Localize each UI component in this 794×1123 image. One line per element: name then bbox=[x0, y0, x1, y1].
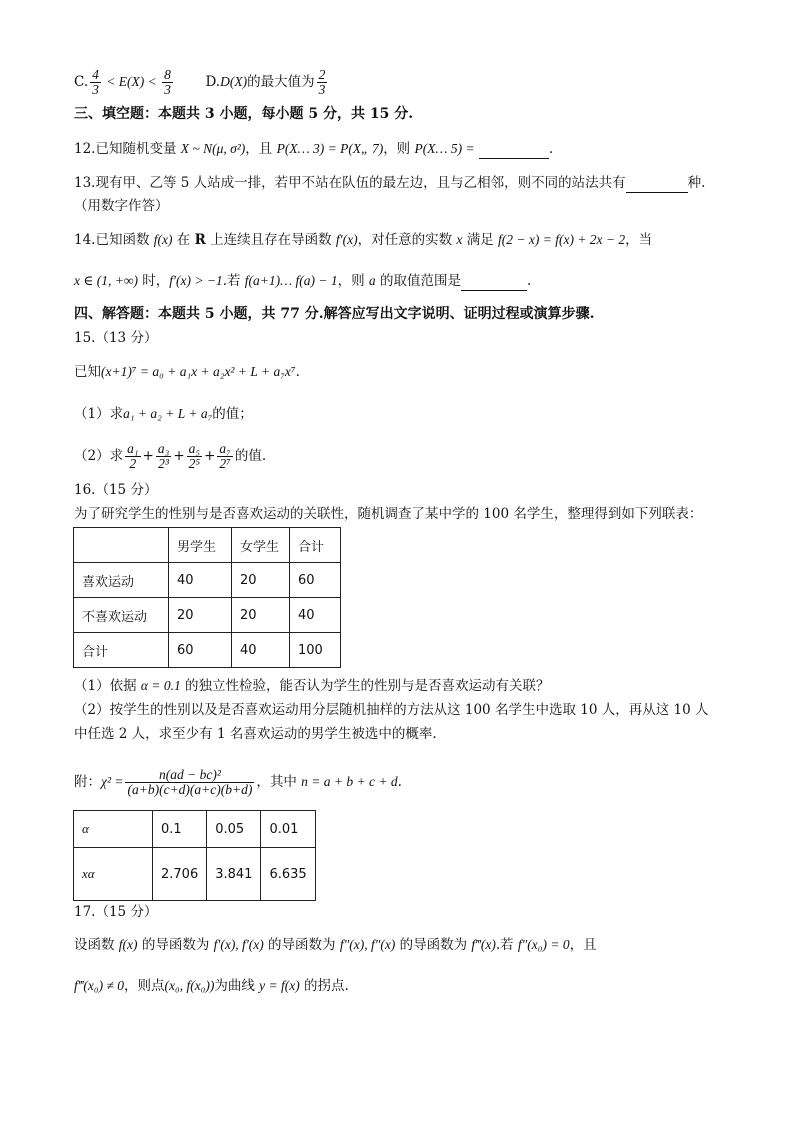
q14-text: ，当 bbox=[625, 232, 653, 248]
option-c-label: C. bbox=[74, 74, 89, 90]
q16-math: α = 0.1 bbox=[140, 678, 181, 693]
formula-text: . bbox=[397, 774, 402, 790]
frac-denominator: 3 bbox=[164, 82, 171, 97]
question-14 bbox=[74, 230, 652, 250]
table-cell: 女学生 bbox=[232, 528, 290, 563]
critical-value-table bbox=[73, 810, 316, 901]
frac-denominator: 2 bbox=[129, 456, 137, 471]
q14-math: f(2 − x) = f(x) + 2x − 2 bbox=[498, 232, 626, 247]
frac-numerator: 4 bbox=[92, 67, 99, 82]
q12-math: X ~ N(μ, σ²) bbox=[180, 141, 246, 156]
q16-part2-cont: 中任选 2 人，求至少有 1 名喜欢运动的男学生被选中的概率. bbox=[74, 726, 437, 742]
frac-numerator: 8 bbox=[164, 67, 171, 82]
q14-math: x bbox=[456, 232, 463, 247]
q17-text: ，且 bbox=[569, 937, 597, 953]
formula-text: 附： bbox=[74, 774, 101, 790]
table-row bbox=[74, 811, 316, 848]
q14-math: f(x) bbox=[153, 232, 173, 247]
table-cell: 0.01 bbox=[261, 811, 315, 848]
q14-text: 时， bbox=[137, 273, 170, 289]
q17-math: f(x) bbox=[118, 937, 138, 952]
q16-heading: 16.（15 分） bbox=[74, 482, 158, 498]
q14-math: f′(x) bbox=[335, 232, 358, 247]
contingency-table bbox=[73, 527, 341, 668]
table-cell: 20 bbox=[232, 563, 290, 598]
q17-math: f″(x₀) = 0 bbox=[517, 937, 570, 952]
table-cell: 3.841 bbox=[207, 848, 261, 901]
frac-numerator: n(ad − bc)² bbox=[125, 768, 254, 783]
plus-sign: + bbox=[204, 448, 216, 464]
q13-text: 种. bbox=[687, 175, 706, 191]
q16-text: 的独立性检验，能否认为学生的性别与是否喜欢运动有关联？ bbox=[180, 678, 550, 694]
q15-text: （2）求 bbox=[74, 448, 124, 464]
frac-numerator: a₃ bbox=[157, 441, 170, 456]
q14-math: a bbox=[368, 273, 376, 288]
frac-numerator: a₇ bbox=[219, 441, 231, 456]
q13-note: （用数字作答） bbox=[74, 198, 169, 214]
q16-part2: （2）按学生的性别以及是否喜欢运动用分层随机抽样的方法从这 100 名学生中选取 10 人，再从这 10 人 bbox=[74, 702, 709, 718]
q15-text: （1）求 bbox=[74, 406, 124, 422]
q15-text: 的值； bbox=[212, 406, 253, 422]
q17-math: (x₀, f(x₀)) bbox=[164, 978, 215, 993]
q14-text: 14.已知函数 bbox=[74, 232, 154, 248]
chi-square-frac bbox=[125, 768, 254, 797]
answer-blank bbox=[461, 270, 527, 291]
table-cell: 6.635 bbox=[261, 848, 315, 901]
option-d-frac bbox=[317, 68, 328, 97]
q14-text: ，则 bbox=[337, 273, 369, 289]
table-cell: 2.706 bbox=[153, 848, 207, 901]
q17-text: .若 bbox=[495, 937, 518, 953]
table-cell: 40 bbox=[290, 598, 341, 633]
table-row bbox=[74, 633, 341, 668]
section3-heading: 三、填空题：本题共 3 小题，每小题 5 分，共 15 分. bbox=[74, 106, 414, 122]
table-cell: 40 bbox=[169, 563, 232, 598]
table-cell: 男学生 bbox=[169, 528, 232, 563]
table-cell bbox=[74, 528, 169, 563]
q13-text: 13.现有甲、乙等 5 人站成一排，若甲不站在队伍的最左边，且与乙相邻，则不同的站法共有 bbox=[74, 175, 626, 191]
table-cell: 20 bbox=[169, 598, 232, 633]
table-row bbox=[74, 563, 341, 598]
q16-text: （1）依据 bbox=[74, 678, 141, 694]
question-13 bbox=[74, 172, 705, 193]
frac-numerator: a₁ bbox=[127, 441, 139, 456]
q16-part1 bbox=[74, 676, 550, 696]
frac-numerator: 2 bbox=[318, 67, 326, 82]
table-cell: 40 bbox=[232, 633, 290, 668]
option-d-text: 的最大值为 bbox=[247, 74, 315, 90]
q14-text: ，对任意的实数 bbox=[357, 232, 457, 248]
table-cell: 60 bbox=[290, 563, 341, 598]
frac-denominator: 2⁵ bbox=[188, 456, 201, 471]
q17-math: f‴(x₀) ≠ 0 bbox=[74, 978, 125, 993]
q12-text: . bbox=[548, 141, 554, 157]
option-c-expr: < E(X) < bbox=[102, 74, 161, 89]
options-line bbox=[74, 64, 329, 100]
question-12 bbox=[74, 138, 553, 159]
table-cell: 0.1 bbox=[153, 811, 207, 848]
q15-heading: 15.（13 分） bbox=[74, 330, 158, 346]
q17-text: ，则点 bbox=[124, 978, 165, 994]
q15-text: 的值. bbox=[234, 448, 267, 464]
q17-text: 为曲线 bbox=[214, 978, 260, 994]
option-d-expr: D(X) bbox=[220, 74, 248, 89]
q17-heading: 17.（15 分） bbox=[74, 904, 158, 920]
frac-numerator: a₅ bbox=[188, 441, 201, 456]
q14-text: 在 bbox=[172, 232, 195, 248]
q17-text: 的导函数为 bbox=[137, 937, 214, 953]
table-row bbox=[74, 598, 341, 633]
q14-reals: R bbox=[194, 232, 206, 248]
table-cell: xα bbox=[74, 848, 153, 901]
table-cell: 合计 bbox=[290, 528, 341, 563]
q14-text: . bbox=[526, 273, 532, 289]
formula-math: n = a + b + c + d bbox=[301, 774, 398, 789]
chi-square-formula bbox=[74, 762, 402, 802]
frac bbox=[156, 442, 171, 471]
q14-text: 的取值范围是 bbox=[375, 273, 461, 289]
q14-math: f′(x) > −1 bbox=[169, 273, 223, 288]
q14-math: f(a+1)… f(a) − 1 bbox=[244, 273, 338, 288]
frac-denominator: 2⁷ bbox=[219, 456, 231, 471]
option-c-frac-left bbox=[90, 68, 101, 97]
table-cell: 喜欢运动 bbox=[74, 563, 169, 598]
answer-blank bbox=[479, 138, 549, 159]
frac-denominator: 3 bbox=[92, 82, 99, 97]
q17-statement-cont bbox=[74, 976, 349, 996]
frac-denominator: 3 bbox=[318, 82, 326, 97]
table-row bbox=[74, 848, 316, 901]
table-cell: 100 bbox=[290, 633, 341, 668]
plus-sign: + bbox=[142, 448, 154, 464]
q17-statement bbox=[74, 935, 597, 955]
q17-math: y = f(x) bbox=[259, 978, 300, 993]
q15-part1 bbox=[74, 404, 253, 424]
frac bbox=[187, 442, 202, 471]
frac-denominator: (a+b)(c+d)(a+c)(b+d) bbox=[127, 782, 253, 797]
table-header-row bbox=[74, 528, 341, 563]
q14-text: .若 bbox=[222, 273, 245, 289]
q15-math: (x+1)⁷ = a₀ + a₁x + a₂x² + L + a₇x⁷ bbox=[101, 364, 296, 379]
frac bbox=[217, 442, 232, 471]
table-cell: 60 bbox=[169, 633, 232, 668]
table-cell: 合计 bbox=[74, 633, 169, 668]
q17-text: 的拐点. bbox=[299, 978, 349, 994]
section4-heading: 四、解答题：本题共 5 小题，共 77 分.解答应写出文字说明、证明过程或演算步骤. bbox=[74, 306, 595, 322]
q17-text: 的导函数为 bbox=[395, 937, 472, 953]
q15-math: a₁ + a₂ + L + a₇ bbox=[123, 406, 213, 421]
table-cell: 0.05 bbox=[207, 811, 261, 848]
q12-text: ，且 bbox=[245, 141, 277, 157]
q12-text: ，则 bbox=[383, 141, 415, 157]
question-14-cont bbox=[74, 270, 531, 291]
q15-part2 bbox=[74, 438, 266, 474]
q14-text: 满足 bbox=[462, 232, 498, 248]
q15-statement bbox=[74, 362, 300, 382]
table-cell: α bbox=[74, 811, 153, 848]
q15-text: 已知 bbox=[74, 364, 101, 380]
q12-math: P(X… 3) = P(X„ 7) bbox=[276, 141, 384, 156]
frac bbox=[125, 442, 140, 471]
q17-math: f′(x), f′(x) bbox=[213, 937, 264, 952]
formula-text: ，其中 bbox=[256, 774, 302, 790]
q17-text: 设函数 bbox=[74, 937, 119, 953]
q16-intro: 为了研究学生的性别与是否喜欢运动的关联性，随机调查了某中学的 100 名学生，整理得到如下列联表： bbox=[74, 506, 703, 522]
table-cell: 不喜欢运动 bbox=[74, 598, 169, 633]
option-d-label: D. bbox=[205, 74, 221, 90]
formula-math: χ² = bbox=[101, 774, 124, 789]
q12-text: 12.已知随机变量 bbox=[74, 141, 181, 157]
table-cell: 20 bbox=[232, 598, 290, 633]
q12-math: P(X… 5) = bbox=[414, 141, 475, 156]
answer-blank bbox=[626, 172, 688, 193]
option-c-frac-right bbox=[162, 68, 173, 97]
q17-text: 的导函数为 bbox=[263, 937, 340, 953]
frac-denominator: 2³ bbox=[158, 456, 169, 471]
q15-text: . bbox=[295, 364, 300, 380]
q17-math: f″(x), f″(x) bbox=[339, 937, 396, 952]
q14-math: x ∈ (1, +∞) bbox=[74, 273, 138, 288]
plus-sign: + bbox=[173, 448, 185, 464]
q14-text: 上连续且存在导函数 bbox=[205, 232, 336, 248]
q17-math: f‴(x) bbox=[471, 937, 496, 952]
